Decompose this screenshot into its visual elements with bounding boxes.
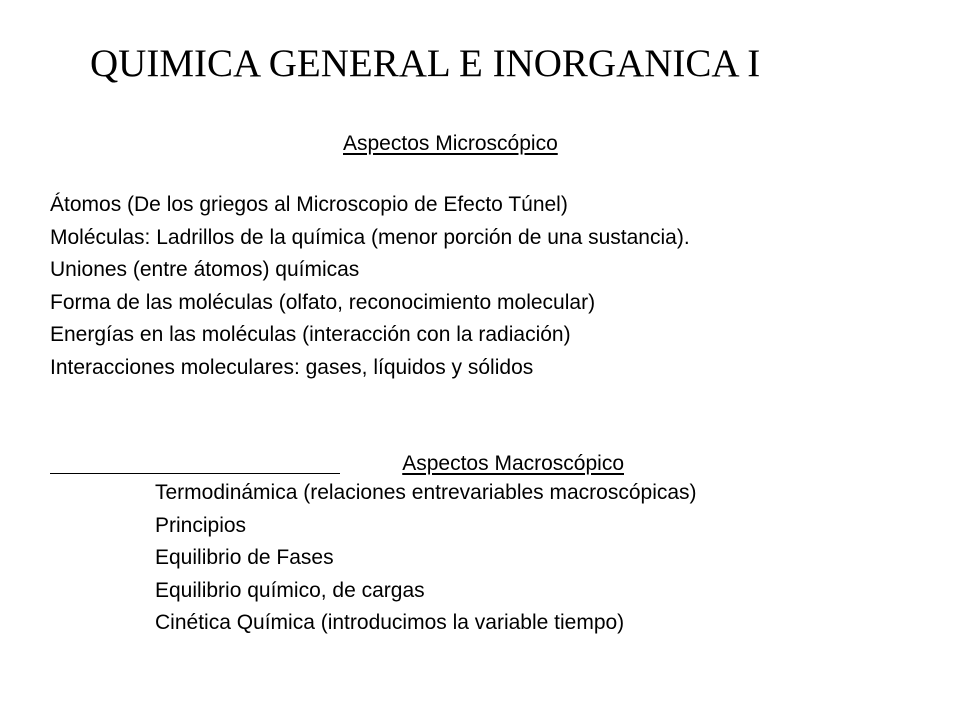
macroscopic-topics-list bbox=[155, 477, 697, 640]
list-item: Forma de las moléculas (olfato, reconocimiento molecular) bbox=[50, 290, 596, 314]
list-item: Interacciones moleculares: gases, líquidos y sólidos bbox=[50, 355, 534, 379]
list-item: Cinética Química (introducimos la variable tiempo) bbox=[155, 611, 625, 634]
list-item: Energías en las moléculas (interacción con la radiación) bbox=[50, 323, 571, 346]
slide-title: QUIMICA GENERAL E INORGANICA I bbox=[90, 42, 761, 85]
list-item: Principios bbox=[155, 513, 247, 537]
list-item: Átomos (De los griegos al Microscopio de Efecto Túnel) bbox=[50, 193, 568, 216]
macroscopic-heading: Aspectos Macroscópico bbox=[402, 452, 624, 475]
microscopic-heading: Aspectos Microscópico bbox=[343, 132, 558, 155]
list-item: Moléculas: Ladrillos de la química (menor porción de una sustancia). bbox=[50, 225, 690, 249]
list-item: Equilibrio de Fases bbox=[155, 546, 334, 569]
microscopic-topics-list bbox=[50, 189, 690, 384]
list-item: Uniones (entre átomos) químicas bbox=[50, 258, 360, 281]
list-item: Termodinámica (relaciones entrevariables macroscópicas) bbox=[155, 481, 697, 504]
list-item: Equilibrio químico, de cargas bbox=[155, 578, 425, 602]
